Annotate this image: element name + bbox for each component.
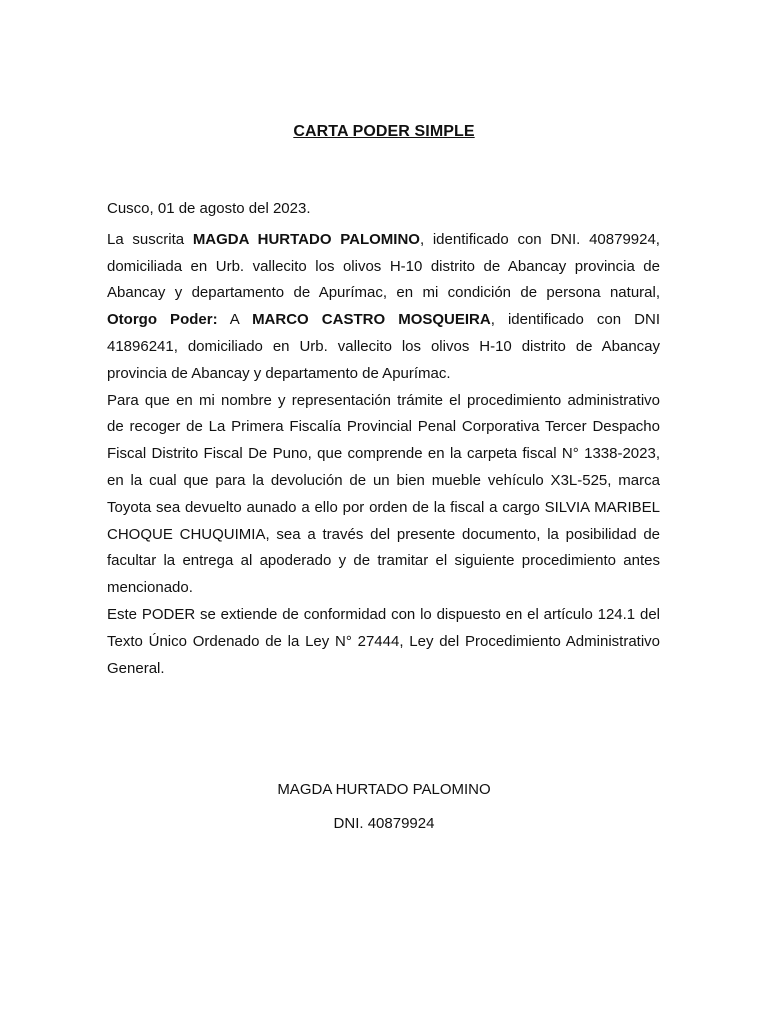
paragraph-grant-of-power	[107, 227, 660, 388]
otorgo-poder-label: Otorgo Poder:	[107, 311, 218, 329]
paragraph-purpose: Para que en mi nombre y representación trámite el procedimiento administrativo de recoger de La Primera Fiscalía Provincial Penal Corporativa Tercer Despacho Fiscal Distrito Fiscal De Puno, que comprende en la carpeta fiscal N° 1338-2023, en la cual que para la devolución de un bien mueble vehículo X3L-525, marca Toyota sea devuelto aunado a ello por orden de la fiscal a cargo SILVIA MARIBEL CHOQUE CHUQUIMIA, sea a través del presente documento, la posibilidad de facultar la entrega al apoderado y de tramitar el siguiente procedimiento antes mencionado.	[107, 391, 660, 597]
document-body	[107, 196, 660, 682]
paragraph-legal-basis: Este PODER se extiende de conformidad con lo dispuesto en el artículo 124.1 del Texto Único Ordenado de la Ley N° 27444, Ley del Procedimiento Administrativo General.	[107, 605, 660, 677]
date-line: Cusco, 01 de agosto del 2023.	[107, 200, 311, 217]
grantee-name: MARCO CASTRO MOSQUEIRA	[252, 311, 491, 329]
document-title: CARTA PODER SIMPLE	[293, 123, 475, 140]
paragraph1-text-3: A	[217, 311, 253, 329]
paragraph1-text-2: , identificado con DNI. 40879924, domiciliada en Urb. vallecito los olivos H-10 distrito de Abancay provincia de Abancay y departamento de Apurímac, en mi condición de persona natural,	[107, 230, 660, 302]
grantor-name: MAGDA HURTADO PALOMINO	[192, 230, 420, 248]
signature-name: MAGDA HURTADO PALOMINO	[277, 781, 491, 798]
paragraph1-text-4: , identificado con DNI 41896241, domiciliado en Urb. vallecito los olivos H-10 distrito de Abancay provincia de Abancay y departamento de Apurímac.	[107, 311, 660, 382]
paragraph1-text-1: La suscrita	[107, 230, 193, 248]
signature-dni: DNI. 40879924	[333, 815, 435, 832]
